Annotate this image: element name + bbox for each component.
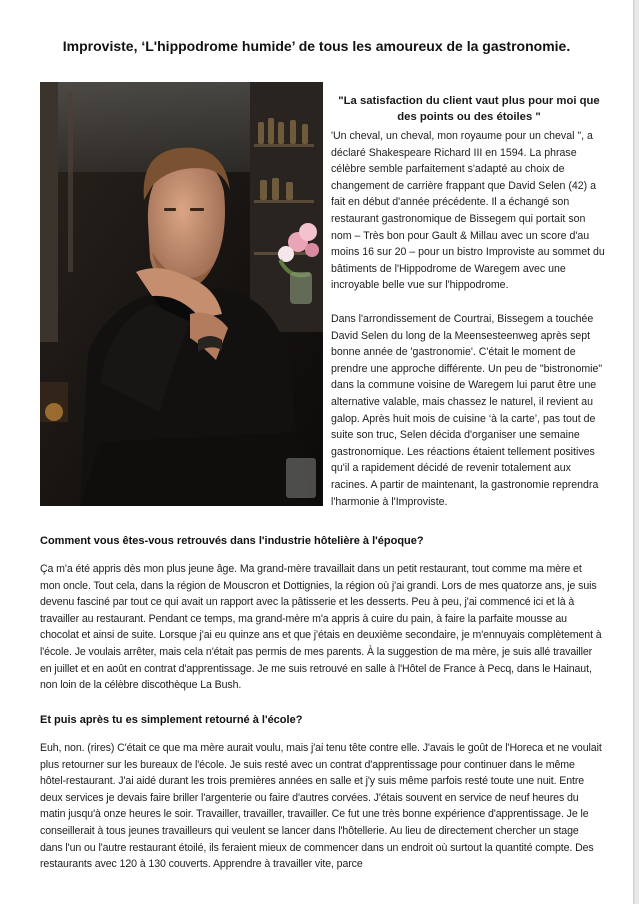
answer-paragraph-1: Ça m'a été appris dès mon plus jeune âge. Ma grand-mère travaillait dans un petit restaurant, tout comme ma mère et mon oncle. Tout cela, dans la région de Mouscron et Dottignies, la région où j'ai grandi. Lors de mes quatorze ans, je suis devenu fasciné par tout ce qui avait un rapport avec la pâtisserie et les desserts. Peu à peu, j'ai commencé ici et là à travailler au restaurant. Pendant ce temps, ma grand-mère m'a appris à cuire du pain, à faire la parfaite mousse au chocolat et ainsi de suite. Lorsque j'ai eu quinze ans et que j'étais en deuxième secondaire, je m'ennuyais complètement à l'école. Je voulais arrêter, mais cela n'était pas permis de mes parents. À la suggestion de ma mère, je suis allé travailler en juillet et en août en contrat d'apprentissage. Je me suis retrouvé en salle à l'Hôtel de France à Pecq, dans le Hainaut, non loin de la célèbre discothèque La Bush. bbox=[40, 563, 602, 692]
question-heading-2: Et puis après tu es simplement retourné à l'école? bbox=[40, 714, 303, 726]
answer-paragraph-2: Euh, non. (rires) C'était ce que ma mère aurait voulu, mais j'ai tenu tête contre elle. J'avais le goût de l'Horeca et ne voulait plus retourner sur les bureaux de l'école. Je suis resté avec un contrat d'apprentissage pour continuer dans le même hôtel-restaurant. J'ai aidé durant les trois premières années en salle et j'y suis même parfois resté toute une nuit. Entre deux services je devais faire briller l'argenterie ou faire d'autres corvées. J'étais souvent en service de neuf heures du matin jusqu'à onze heures le soir. Travailler, travailler, travailler. Ce fut une très bonne expérience d'apprentissage. Je le conseillerait à tous jeunes travailleurs qui veulent se lancer dans l'hôtellerie. Au lieu de directement chercher un stage dans l'un ou l'autre restaurant étoilé, ils feraient mieux de commencer dans un endroit où surtout la quantité compte. Des restaurants avec 120 à 130 couverts. Apprendre à travailler vite, parce bbox=[40, 742, 602, 871]
pull-quote: "La satisfaction du client vaut plus pour moi que des points ou des étoiles " bbox=[338, 95, 600, 123]
intro-paragraph-1: 'Un cheval, un cheval, mon royaume pour un cheval ", a déclaré Shakespeare Richard III en 1594. La phrase célèbre semble parfaitement s'adapté au choix de changement de carrière frappant que David Selen (42) a fait en début d'année précédente. Il a échangé son restaurant gastronomique de Bissegem qui portait son nom – Très bon pour Gault & Millau avec un score d'au moins 16 sur 20 – pour un bistro Improviste au sommet du bâtiments de l'Hippodrome de Waregem avec une incroyable belle vue sur l'hippodrome. bbox=[331, 130, 605, 292]
article-title: Improviste, ‘L'hippodrome humide’ de tous les amoureux de la gastronomie. bbox=[62, 38, 571, 54]
intro-paragraph-2: Dans l'arrondissement de Courtrai, Bissegem a touchée David Selen du long de la Meensesteenweg après sept bonne année de 'gastronomie'. C'était le moment de prendre une approche différente. Un peu de "bistronomie" dans la commune voisine de Waregem lui parut être une alternative valable, mais chassez le naturel, il revient au galop. Après huit mois de cuisine ‘à la carte’, pas tout de suite son truc, Selen décida d'organiser une semaine gastronomique. Les réactions étaient tellement positives qu'il a rapidement décidé de revenir totalement aux racines. A partir de maintenant, la gastronomie reprendra l'harmonie à l'Improviste. bbox=[331, 313, 603, 508]
question-heading-1: Comment vous êtes-vous retrouvés dans l'industrie hôtelière à l'époque? bbox=[40, 535, 424, 547]
chef-portrait-photo bbox=[40, 82, 323, 506]
